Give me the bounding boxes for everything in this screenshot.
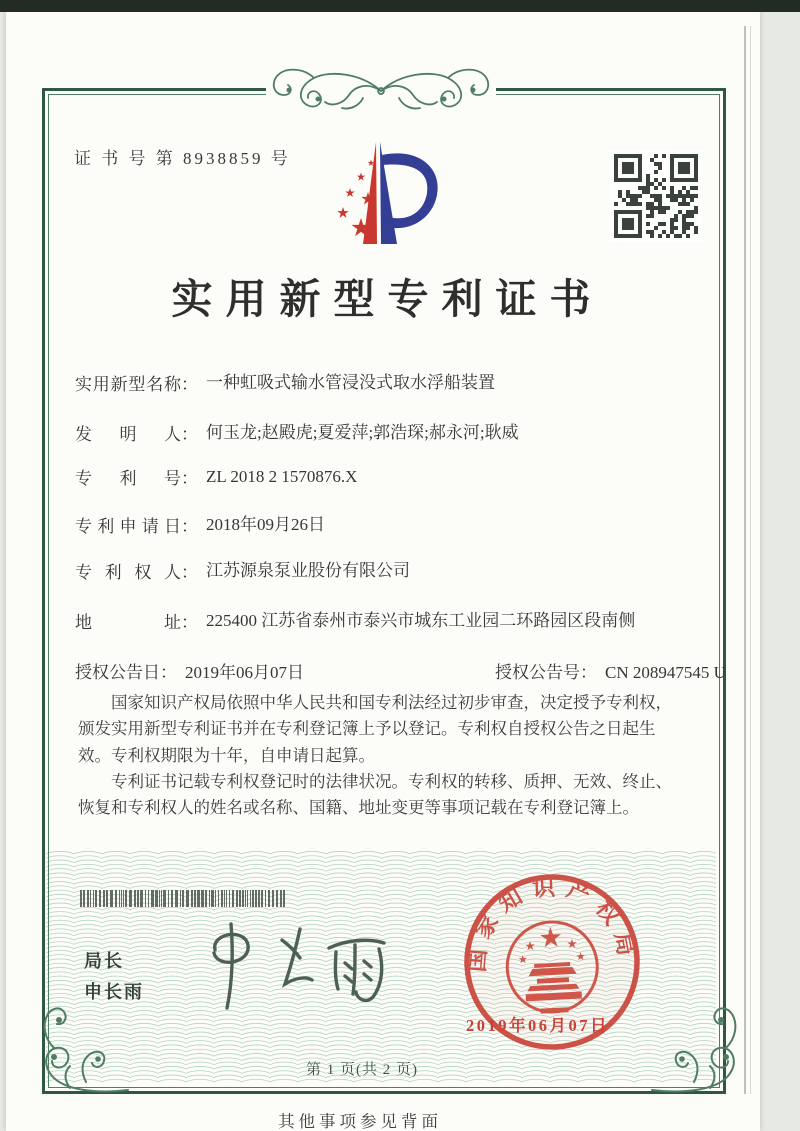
field-patent-number: 专利号： ZL 2018 2 1570876.X	[75, 464, 684, 489]
qr-code-icon	[610, 150, 702, 242]
field-utility-model-name: 实用新型名称： 一种虹吸式输水管浸没式取水浮船装置	[75, 370, 684, 395]
field-value: ZL 2018 2 1570876.X	[206, 467, 358, 486]
seal-text: 国家知识产权局	[463, 874, 641, 974]
field-label: 实用新型名称	[75, 375, 181, 394]
field-address: 地址： 225400 江苏省泰州市泰兴市城东工业园二环路园区段南侧	[75, 608, 684, 633]
field-label: 专利权人	[75, 563, 181, 582]
cnipa-logo-icon	[315, 136, 455, 254]
certificate-title: 实用新型专利证书	[171, 276, 604, 322]
grant-date-label: 授权公告日	[75, 663, 160, 682]
field-patentee: 专利权人： 江苏源泉泵业股份有限公司	[75, 558, 684, 583]
grant-no-label: 授权公告号	[495, 663, 580, 682]
field-inventors: 发明人： 何玉龙;赵殿虎;夏爱萍;郭浩琛;郝永河;耿威	[75, 420, 684, 445]
field-label: 地址	[75, 613, 181, 632]
seal-date: 2019年06月07日	[466, 1016, 609, 1035]
grant-date-value: 2019年06月07日	[185, 663, 304, 682]
field-value: 2018年09月26日	[206, 515, 325, 534]
barcode-icon	[80, 890, 290, 907]
field-label: 发明人	[75, 425, 181, 444]
legal-text	[78, 690, 682, 821]
commissioner-block	[84, 946, 144, 1008]
field-label: 专利申请日	[75, 517, 181, 536]
back-side-note: 其他事项参见背面	[278, 1112, 442, 1131]
field-value: 江苏源泉泵业股份有限公司	[206, 561, 410, 580]
field-value: 一种虹吸式输水管浸没式取水浮船装置	[206, 373, 495, 392]
field-label: 专利号	[75, 469, 181, 488]
legal-paragraph-1: 国家知识产权局依照中华人民共和国专利法经过初步审查，决定授予专利权，颁发实用新型专利证书并在专利登记簿上予以登记。专利权自授权公告之日起生效。专利权期限为十年，自申请日起算。	[78, 693, 672, 765]
field-grant-row: 授权公告日： 2019年06月07日 授权公告号： CN 208947545 U	[75, 658, 304, 683]
grant-no-value: CN 208947545 U	[605, 663, 726, 682]
field-filing-date: 专利申请日： 2018年09月26日	[75, 512, 684, 537]
page-edge-highlight	[750, 26, 751, 1094]
page-edge-shadow	[744, 26, 746, 1094]
grant-number-pair: 授权公告号： CN 208947545 U	[495, 663, 726, 682]
field-value: 何玉龙;赵殿虎;夏爱萍;郭浩琛;郝永河;耿威	[206, 423, 519, 442]
commissioner-name: 申长雨	[84, 982, 144, 1002]
field-value: 225400 江苏省泰州市泰兴市城东工业园二环路园区段南侧	[206, 611, 636, 630]
page-number: 第 1 页(共 2 页)	[306, 1062, 418, 1078]
photo-top-edge	[0, 0, 800, 12]
legal-paragraph-2: 专利证书记载专利权登记时的法律状况。专利权的转移、质押、无效、终止、恢复和专利权人的姓名或名称、国籍、地址变更等事项记载在专利登记簿上。	[78, 771, 672, 818]
handwritten-signature-icon	[198, 918, 393, 1016]
certificate-number: 证 书 号 第 8938859 号	[74, 149, 291, 168]
commissioner-title: 局长	[84, 951, 124, 971]
